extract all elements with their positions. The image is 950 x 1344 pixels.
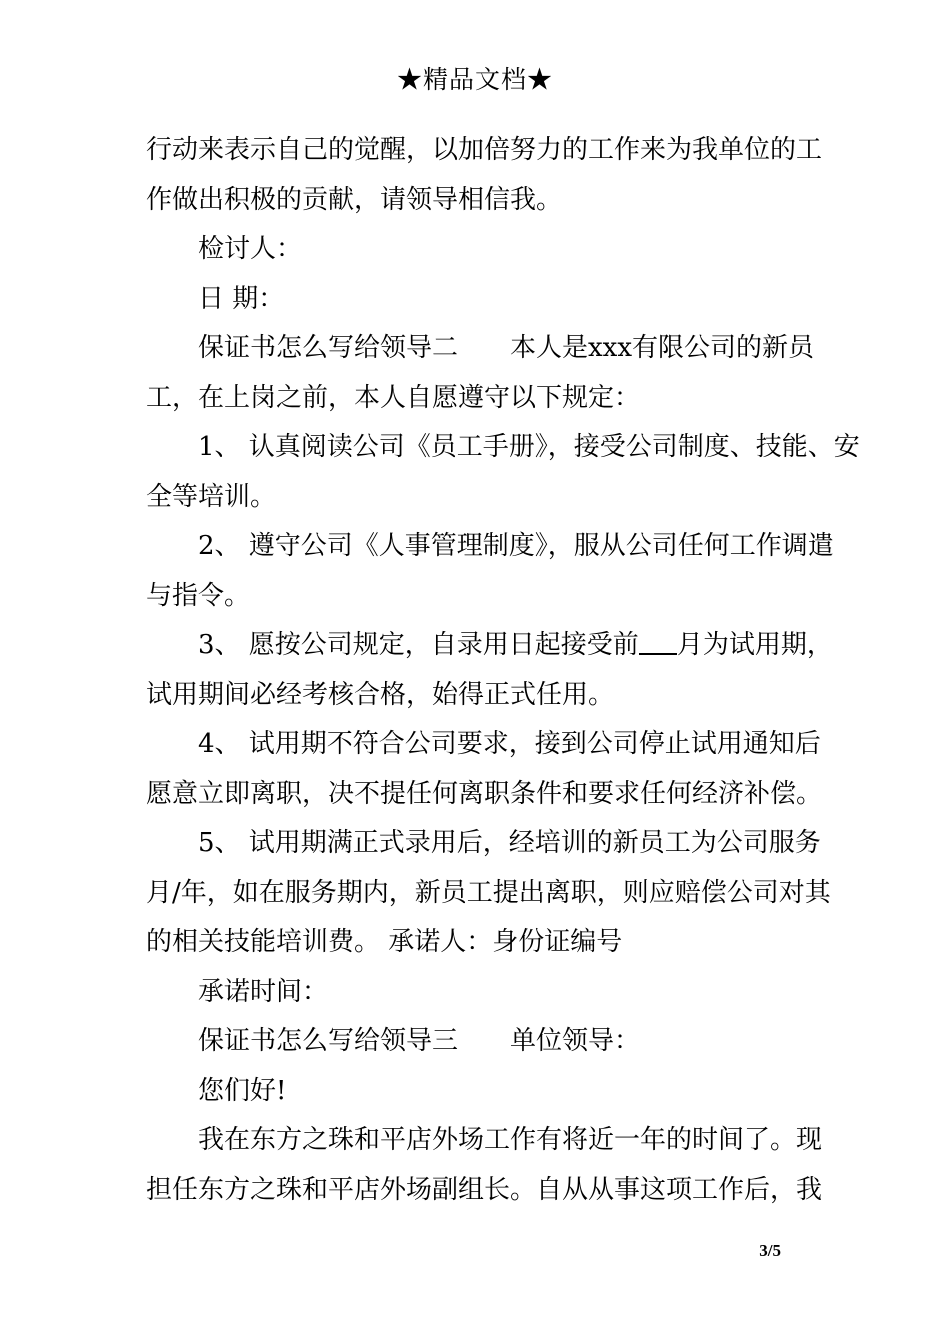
list-item: 1、 认真阅读公司《员工手册》，接受公司制度、技能、安 <box>198 432 860 462</box>
document-header <box>0 62 950 98</box>
list-item: 2、 遵守公司《人事管理制度》，服从公司任何工作调遣 <box>198 531 834 561</box>
text-line: 试用期间必经考核合格，始得正式任用。 <box>146 679 615 710</box>
text-line: 工，在上岗之前，本人自愿遵守以下规定： <box>146 382 641 413</box>
page-number <box>0 1241 781 1261</box>
text-line: 日 期： <box>198 283 285 314</box>
text-line: 检讨人： <box>198 234 303 264</box>
text-line: 作做出积极的贡献，请领导相信我。 <box>146 184 563 215</box>
text-line: 行动来表示自己的觉醒，以加倍努力的工作来为我单位的工 <box>146 135 823 165</box>
section-heading-line <box>146 324 815 374</box>
text-line: 我在东方之珠和平店外场工作有将近一年的时间了。现 <box>198 1125 823 1155</box>
list-item: 5、 试用期满正式录用后，经培训的新员工为公司服务 <box>198 828 821 858</box>
header-title: ★精品文档★ <box>396 65 553 94</box>
text-line: 承诺时间： <box>198 976 329 1007</box>
list-item: 4、 试用期不符合公司要求，接到公司停止试用通知后 <box>198 729 821 759</box>
text-line: 愿意立即离职，决不提任何离职条件和要求任何经济补偿。 <box>146 778 823 809</box>
document-body <box>146 126 860 1215</box>
text-line: 与指令。 <box>146 580 251 611</box>
page-current: 3 <box>759 1241 768 1260</box>
text-run: 3、 愿按公司规定，自录用日起接受前 <box>198 630 639 660</box>
text-line: 您们好! <box>198 1075 287 1106</box>
text-run: 单位领导： <box>510 1026 641 1056</box>
section-heading: 保证书怎么写给领导三 <box>198 1026 459 1056</box>
list-item <box>146 621 833 671</box>
section-heading: 保证书怎么写给领导二 <box>198 333 459 363</box>
text-line: 月/年，如在服务期内，新员工提出离职，则应赔偿公司对其 <box>146 877 831 908</box>
page-separator: / <box>767 1241 773 1260</box>
section-heading-line <box>146 1017 808 1067</box>
text-line: 的相关技能培训费。 承诺人：身份证编号 <box>146 927 623 957</box>
text-run: 本人是xxx有限公司的新员 <box>510 333 815 363</box>
text-run: 月为试用期， <box>676 630 833 660</box>
text-line: 担任东方之珠和平店外场副组长。自从从事这项工作后，我 <box>146 1174 823 1205</box>
fill-in-blank <box>639 627 677 655</box>
text-line: 全等培训。 <box>146 481 277 512</box>
page-total: 5 <box>772 1241 781 1260</box>
